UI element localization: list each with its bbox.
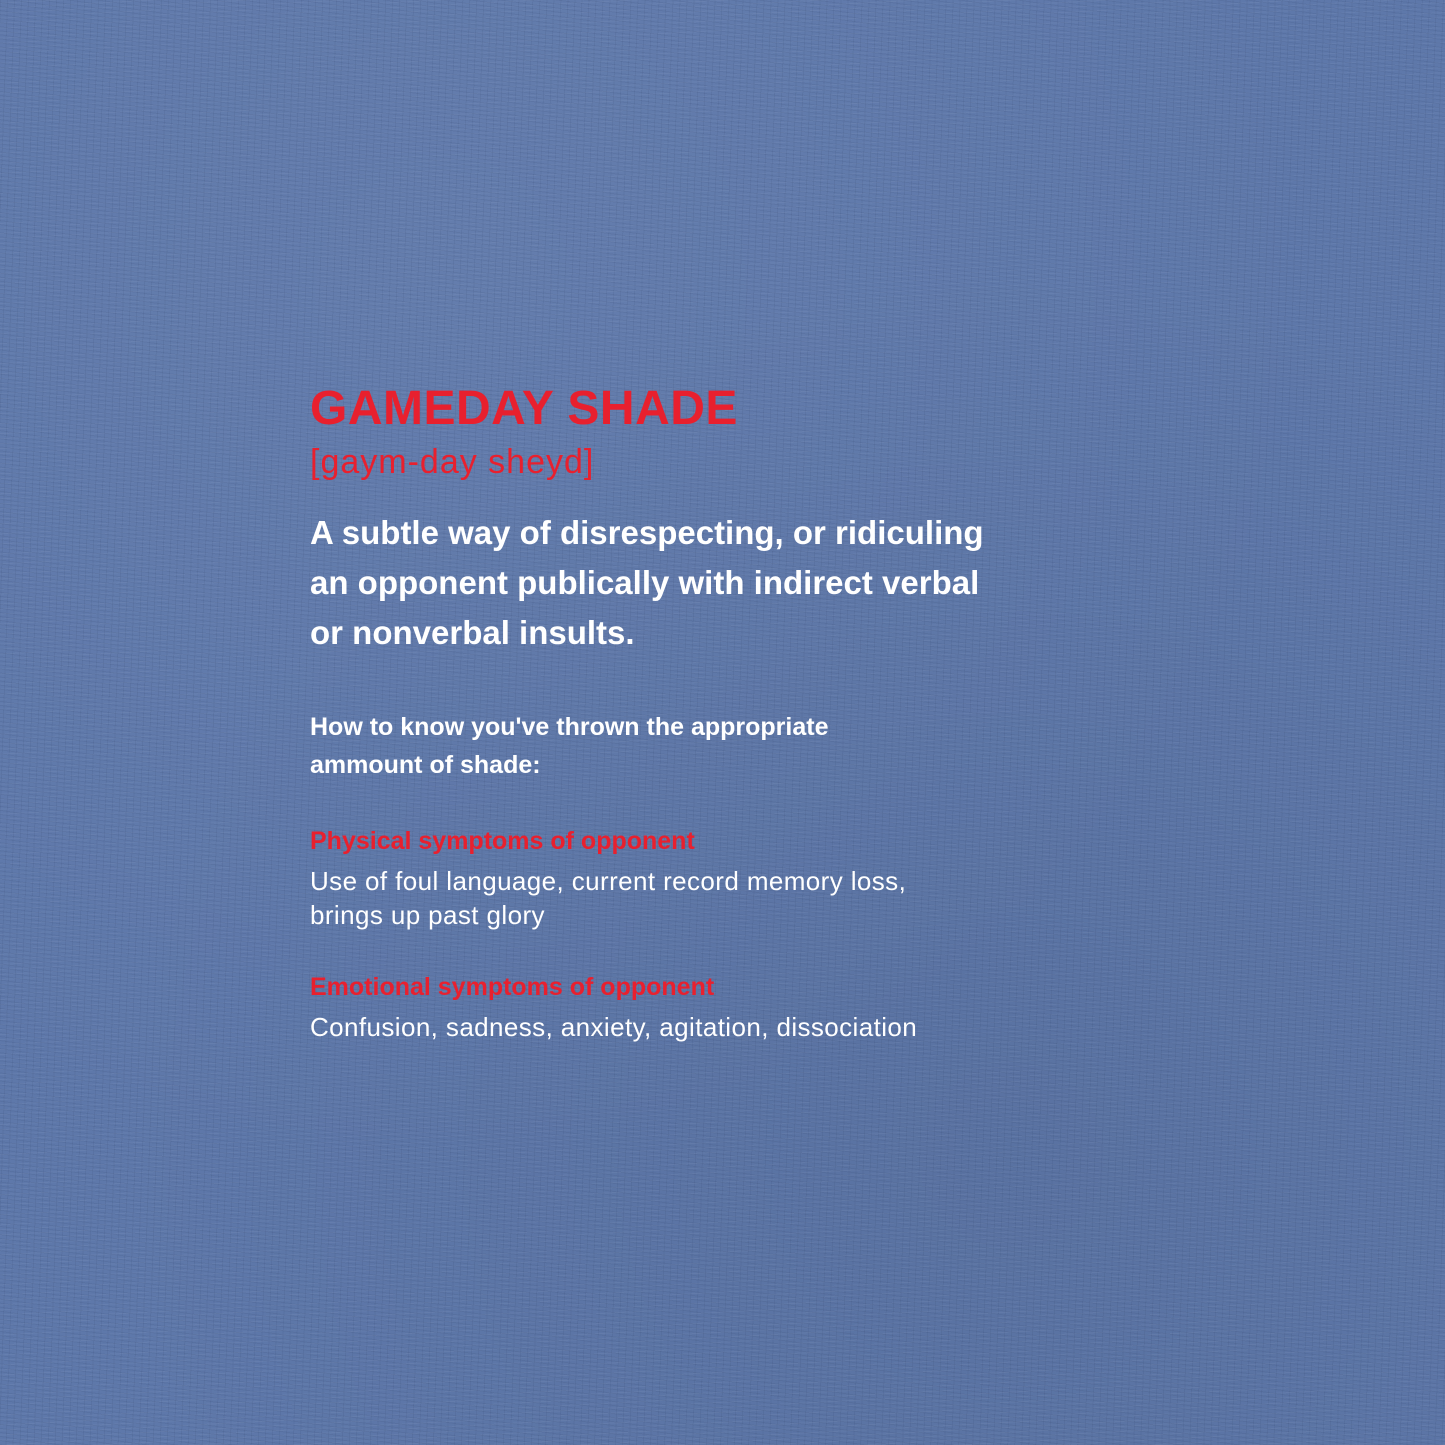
physical-symptoms-section <box>310 824 1210 932</box>
definition-line: or nonverbal insults. <box>310 614 635 651</box>
physical-symptoms-line: brings up past glory <box>310 900 545 930</box>
physical-symptoms-heading: Physical symptoms of opponent <box>310 827 695 855</box>
physical-symptoms-line: Use of foul language, current record memory loss, <box>310 866 907 896</box>
howto-intro <box>310 708 1210 784</box>
howto-line: How to know you've thrown the appropriate <box>310 713 829 741</box>
pronunciation: [gaym-day sheyd] <box>310 443 595 481</box>
emotional-symptoms-heading: Emotional symptoms of opponent <box>310 973 715 1001</box>
definition-line: an opponent publically with indirect verbal <box>310 564 980 601</box>
emotional-symptoms-text <box>310 1010 1210 1044</box>
physical-symptoms-text <box>310 864 1210 932</box>
definition-block <box>310 380 1210 1044</box>
term-title: GAMEDAY SHADE <box>310 382 738 435</box>
definition-line: A subtle way of disrespecting, or ridiculing <box>310 514 984 551</box>
emotional-symptoms-section <box>310 970 1210 1044</box>
definition-text <box>310 508 1170 658</box>
howto-line: ammount of shade: <box>310 751 541 779</box>
emotional-symptoms-line: Confusion, sadness, anxiety, agitation, dissociation <box>310 1012 918 1042</box>
